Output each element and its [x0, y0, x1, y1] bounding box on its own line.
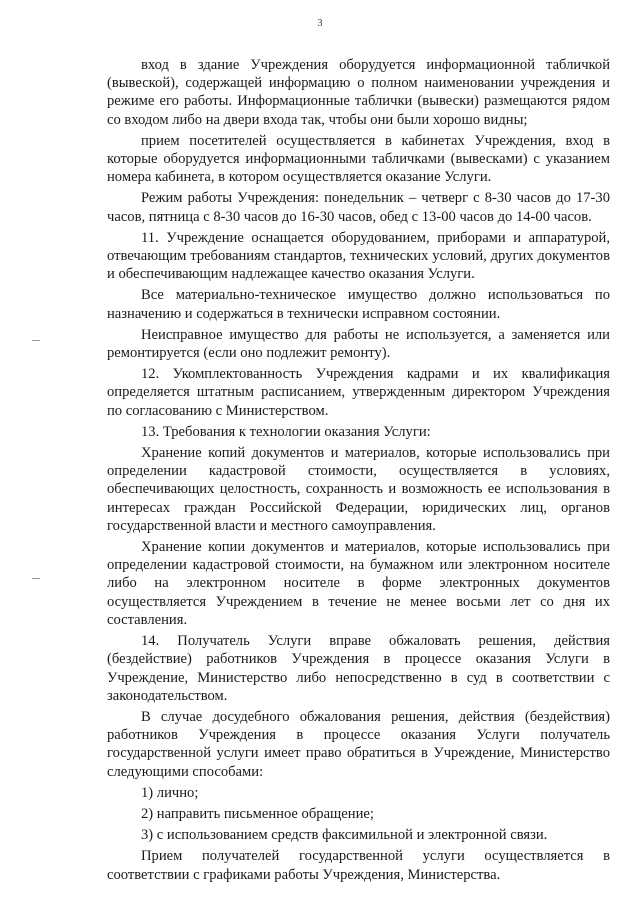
- paragraph-storage-period: Хранение копии документов и материалов, которые использовались при определении кадастровой стоимости, на бумажном или электронном носителе либо на электронном носителе в форме электронных документов осуществляется Учреждением в течение не менее восьми лет со дня их составления.: [107, 539, 610, 628]
- list-item-fax-electronic: 3) с использованием средств факсимильной и электронной связи.: [141, 827, 548, 844]
- paragraph-section-14-appeal: 14. Получатель Услуги вправе обжаловать решения, действия (бездействие) работников Учреждения в процессе оказания Услуги в Учреждение, Министерство либо непосредственно в суд в соответствии с законодательством.: [107, 633, 610, 704]
- paragraph-property-use: Все материально-техническое имущество должно использоваться по назначению и содержаться в технически исправном состоянии.: [107, 287, 610, 322]
- paragraph-faulty-property: Неисправное имущество для работы не используется, а заменяется или ремонтируется (если оно подлежит ремонту).: [107, 326, 610, 362]
- list-item-written-request: 2) направить письменное обращение;: [141, 805, 374, 822]
- paragraph-entrance-signage: вход в здание Учреждения оборудуется информационной табличкой (вывеской), содержащей информацию о полном наименовании учреждения и режиме его работы. Информационные таблички (вывески) размещаются рядом со входом либо на двери входа так, чтобы они были хорошо видны;: [107, 57, 610, 128]
- paragraph-section-12-staffing: 12. Укомплектованность Учреждения кадрами и их квалификация определяется штатным расписанием, утвержденным директором Учреждения по согласованию с Министерством.: [107, 366, 610, 419]
- paragraph-section-11-equipment: 11. Учреждение оснащается оборудованием, приборами и аппаратурой, отвечающим требованиям стандартов, технических условий, других документов и обеспечивающим надлежащее качество оказания Услуги.: [107, 229, 610, 283]
- document-body: [107, 56, 610, 887]
- list-item-in-person: 1) лично;: [141, 784, 199, 801]
- paragraph-working-hours: Режим работы Учреждения: понедельник – четверг с 8-30 часов до 17-30 часов, пятница с 8-30 часов до 16-30 часов, обед с 13-00 часов до 14-00 часов.: [107, 190, 610, 225]
- paragraph-reception-schedule: Прием получателей государственной услуги осуществляется в соответствии с графиками работы Учреждения, Министерства.: [107, 848, 610, 883]
- paragraph-document-storage: Хранение копий документов и материалов, которые использовались при определении кадастровой стоимости, осуществляется в условиях, обеспечивающих целостность, сохранность и возможность ее использования в интересах граждан Российской Федерации, юридических лиц, органов государственной власти и местного самоуправления.: [107, 445, 610, 534]
- margin-mark: [32, 340, 40, 341]
- margin-mark: [32, 578, 40, 579]
- paragraph-office-reception: прием посетителей осуществляется в кабинетах Учреждения, вход в которые оборудуется информационными табличками (вывесками) с указанием номера кабинета, в котором осуществляется оказание Услуги.: [107, 132, 610, 186]
- paragraph-pretrial-appeal: В случае досудебного обжалования решения, действия (бездействия) работников Учреждения в процессе оказания Услуги получатель государственной услуги имеет право обратиться в Учреждение, Министерство следующими способами:: [107, 708, 610, 780]
- page-number: 3: [317, 18, 323, 29]
- paragraph-section-13-heading: 13. Требования к технологии оказания Услуги:: [141, 423, 431, 440]
